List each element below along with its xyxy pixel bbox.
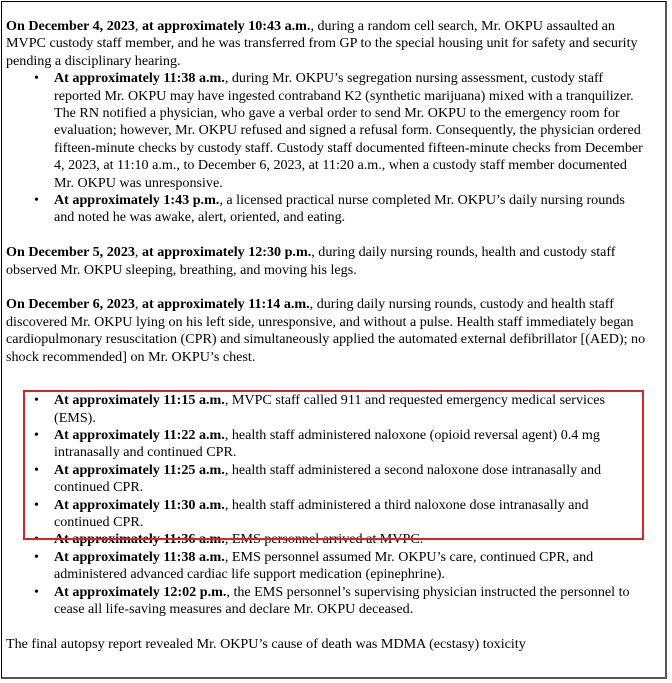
item-text: , MVPC staff called 911 and requested emergency medical services (EMS). xyxy=(54,392,605,426)
item-time: At approximately 11:38 a.m. xyxy=(54,70,225,87)
date-lead: On December 5, 2023 xyxy=(6,244,135,261)
paragraph-dec4 xyxy=(6,18,646,70)
item-time: At approximately 11:30 a.m. xyxy=(54,496,225,513)
bullet-icon: • xyxy=(34,584,39,600)
item-time: At approximately 11:22 a.m. xyxy=(54,426,225,443)
item-time: At approximately 11:15 a.m. xyxy=(54,392,225,409)
paragraph-dec6 xyxy=(6,296,646,366)
separator: , xyxy=(134,244,142,261)
bullet-icon: • xyxy=(34,427,39,443)
list-item xyxy=(6,531,646,548)
list-item xyxy=(6,584,646,619)
list-item xyxy=(6,462,646,497)
item-time: At approximately 1:43 p.m. xyxy=(54,192,220,209)
document-body xyxy=(6,18,646,653)
separator: , xyxy=(134,296,142,313)
item-time: At approximately 11:38 a.m. xyxy=(54,548,225,565)
bullet-icon: • xyxy=(34,193,39,209)
time-lead: at approximately 11:14 a.m. xyxy=(141,296,310,313)
list-item xyxy=(6,192,646,227)
item-text: , the EMS personnel’s supervising physician instructed the personnel to cease all life-saving measures and declare Mr. OKPU deceased. xyxy=(54,583,630,617)
list-item xyxy=(6,549,646,584)
item-time: At approximately 11:25 a.m. xyxy=(54,461,225,478)
item-text: , EMS personnel arrived at MVPC. xyxy=(224,531,424,548)
bullet-icon: • xyxy=(34,549,39,565)
paragraph-text: , during daily nursing rounds, health and custody staff observed Mr. OKPU sleeping, breathing, and moving his legs. xyxy=(6,244,616,278)
item-text: , a licensed practical nurse completed Mr. OKPU’s daily nursing rounds and noted he was awake, alert, oriented, and eating. xyxy=(54,192,625,226)
separator: , xyxy=(134,18,142,34)
paragraph-text: , during daily nursing rounds, custody and health staff discovered Mr. OKPU lying on his left side, unresponsive, and without a pulse. Health staff immediately began cardiopulmonary resuscitation (CPR) and simultaneously applied the automated external defibrillator [(AED); no shock recommended] on Mr. OKPU’s chest. xyxy=(6,296,646,365)
dec6-bullet-list xyxy=(6,392,646,618)
time-lead: at approximately 10:43 a.m. xyxy=(141,18,311,34)
bullet-icon: • xyxy=(34,462,39,478)
item-text: , health staff administered naloxone (opioid reversal agent) 0.4 mg intranasally and continued CPR. xyxy=(54,426,600,461)
final-autopsy-line: The final autopsy report revealed Mr. OKPU’s cause of death was MDMA (ecstasy) toxicity xyxy=(6,635,526,652)
paragraph-dec5 xyxy=(6,244,646,279)
date-lead: On December 6, 2023 xyxy=(6,296,135,313)
bullet-icon: • xyxy=(34,532,39,548)
document-page xyxy=(1,1,667,679)
list-item xyxy=(6,427,646,462)
item-time: At approximately 12:02 p.m. xyxy=(54,583,227,600)
list-item xyxy=(6,70,646,192)
bullet-icon: • xyxy=(34,393,39,409)
list-item xyxy=(6,392,646,427)
item-text: , health staff administered a third naloxone dose intranasally and continued CPR. xyxy=(54,496,589,530)
paragraph-text: , during a random cell search, Mr. OKPU assaulted an MVPC custody staff member, and he was transferred from GP to the special housing unit for safety and security pending a disciplinary hearing. xyxy=(6,18,638,69)
item-text: , health staff administered a second naloxone dose intranasally and continued CPR. xyxy=(54,461,602,496)
bullet-icon: • xyxy=(34,71,39,87)
dec4-bullet-list xyxy=(6,70,646,227)
item-text: , during Mr. OKPU’s segregation nursing assessment, custody staff reported Mr. OKPU may have ingested contraband K2 (synthetic marijuana) mixed with a tranquilizer. The RN notified a physician, who gave a verbal order to send Mr. OKPU to the emergency room for evaluation; however, Mr. OKPU refused and signed a refusal form. Consequently, the physician ordered fifteen-minute checks by custody staff. Custody staff documented fifteen-minute checks from December 4, 2023, at 11:10 a.m., to December 6, 2023, at 11:20 a.m., when a custody staff member documented Mr. OKPU was unresponsive. xyxy=(54,70,643,191)
date-lead: On December 4, 2023 xyxy=(6,18,135,34)
item-text: , EMS personnel assumed Mr. OKPU’s care, continued CPR, and administered advanced cardiac life support medication (epinephrine). xyxy=(54,548,594,583)
bullet-icon: • xyxy=(34,497,39,513)
item-time: At approximately 11:36 a.m. xyxy=(54,531,225,548)
list-item xyxy=(6,497,646,532)
time-lead: at approximately 12:30 p.m. xyxy=(141,244,312,261)
